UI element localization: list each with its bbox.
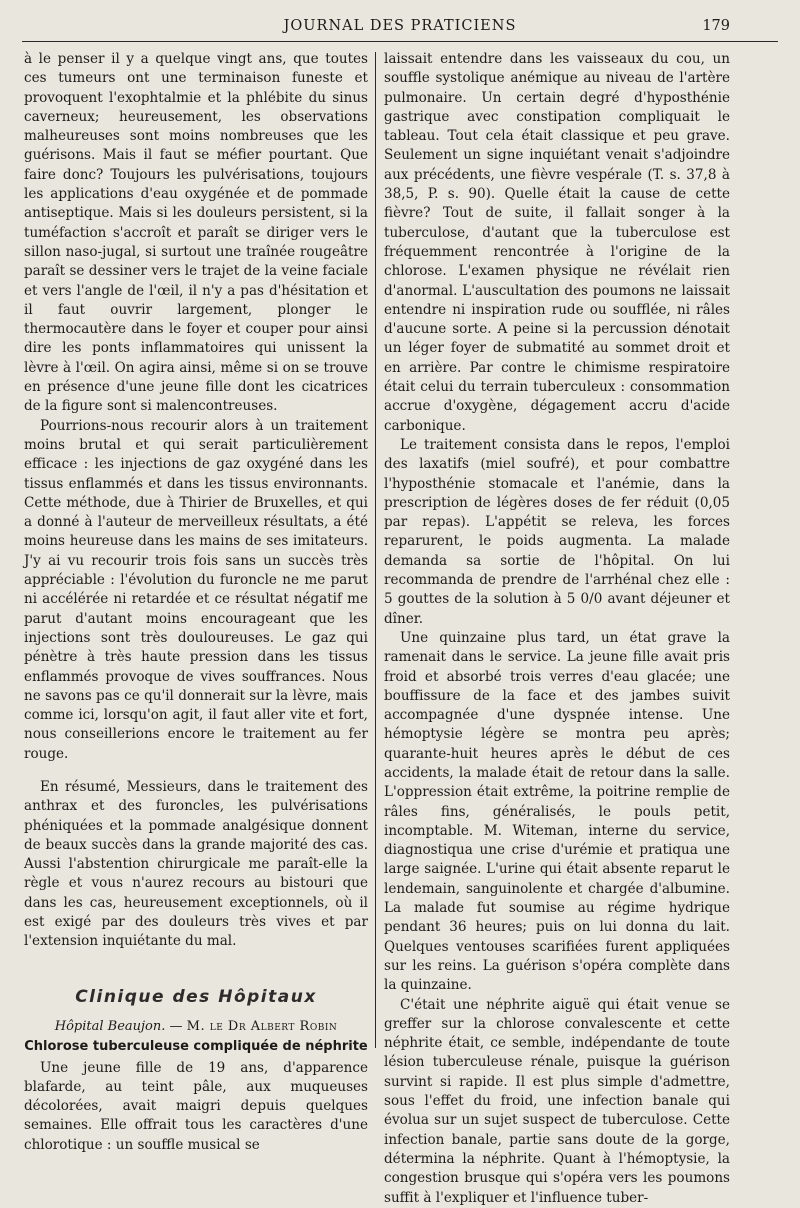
article-byline — [24, 1017, 368, 1036]
byline-dash: — — [169, 1018, 183, 1034]
author-name: M. le Dr Albert Robin — [186, 1018, 338, 1034]
paragraph: Le traitement consista dans le repos, l'emploi des laxatifs (miel soufré), et pour combattre l'hyposthénie stomacale et l'anémie, dans la prescription de légères doses de fer réduit (0,05 par repas). L'appétit se releva, les forces reparurent, le poids augmenta. La malade demanda sa sortie de l'hôpital. On lui recommanda de prendre de l'arrhénal chez elle : 5 gouttes de la solution à 5 0/0 avant déjeuner et dîner. — [384, 436, 730, 627]
section-title: Clinique des Hôpitaux — [75, 986, 317, 1007]
paragraph: Une quinzaine plus tard, un état grave la ramenait dans le service. La jeune fille avait pris froid et absorbé trois verres d'eau glacée; une bouffissure de la face et des jambes suivit accompagnée d'une dyspnée intense. Une hémoptysie légère se montra peu après; quarante-huit heures après le début de ces accidents, la malade était de retour dans la salle. L'oppression était extrême, la poitrine remplie de râles fins, généralisés, le pouls petit, incomptable. M. Witeman, interne du service, diagnostiqua une crise d'urémie et pratiqua une large saignée. L'urine qui était absente reparut le lendemain, sanguinolente et chargée d'albumine. La malade fut soumise au régime hydrique pendant 36 heures; puis on lui donna du lait. Quelques ventouses scarifiées furent appliquées sur les reins. La guérison s'opéra complète dans la quinzaine. — [384, 629, 730, 994]
paragraph: Pourrions-nous recourir alors à un traitement moins brutal et qui serait particulièrement efficace : les injections de gaz oxygéné dans les tissus enflammés et dans les tissus environnants. Cette méthode, due à Thirier de Bruxelles, et qui a donné à l'auteur de merveilleux résultats, a été moins heureuse dans les mains de ses imitateurs. J'y ai vu recourir trois fois sans un succès très appréciable : l'évolution du furoncle ne me parut ni accélérée ni retardée et ce résultat négatif me parut d'autant moins encourageant que les injections sont très douloureuses. Le gaz qui pénètre à très haute pression dans les tissus enflammés provoque de vives souffrances. Nous ne savons pas ce qu'il donnerait sur la lèvre, mais comme ici, lorsqu'on agit, il faut aller vite et fort, nous conseillerions encore le traitement au fer rouge. — [24, 417, 368, 762]
left-column — [24, 50, 368, 1153]
paragraph: laissait entendre dans les vaisseaux du cou, un souffle systolique anémique au niveau de l'artère pulmonaire. Un certain degré d'hyposthénie gastrique avec constipation compliquait le tableau. Tout cela était classique et peu grave. Seulement un signe inquiétant venait s'adjoindre aux précédents, une fièvre vespérale (T. s. 37,8 à 38,5, P. s. 90). Quelle était la cause de cette fièvre? Tout de suite, il fallait songer à la tuberculose, d'autant que la tuberculose est fréquemment rencontrée à l'origine de la chlorose. L'examen physique ne révélait rien d'anormal. L'auscultation des poumons ne laissait entendre ni inspiration rude ou soufflée, ni râles d'aucune sorte. A peine si la percussion dénotait un léger foyer de submatité au sommet droit et en arrière. Par contre le chimisme respiratoire était celui du terrain tuberculeux : consommation accrue d'oxygène, dégagement accru d'acide carbonique. — [384, 51, 730, 434]
paragraph: à le penser il y a quelque vingt ans, que toutes ces tumeurs ont une terminaison funeste et provoquent l'exophtalmie et la phlébite du sinus caverneux; heureusement, les observations malheureuses sont moins nombreuses que les guérisons. Mais il faut se méfier pourtant. Que faire donc? Toujours les pulvérisations, toujours les applications d'eau oxygénée et de pommade antiseptique. Mais si les douleurs persistent, si la tuméfaction s'accroît et paraît se diriger vers le sillon naso-jugal, si surtout une traînée rougeâtre paraît se dessiner vers le trajet de la veine faciale et vers l'angle de l'œil, il n'y a pas d'hésitation et il faut ouvrir largement, plonger le thermocautère dans le foyer et couper pour ainsi dire les ponts inflammatoires qui unissent la lèvre à l'œil. On agira ainsi, même si on se trouve en présence d'une jeune fille dont les cicatrices de la figure sont si malencontreuses. — [24, 51, 368, 415]
paragraph: Une jeune fille de 19 ans, d'apparence blafarde, au teint pâle, aux muqueuses décolorées, avait maigri depuis quelques semaines. Elle offrait tous les caractères d'une chlorotique : un souffle musical se — [24, 1059, 368, 1153]
page-number: 179 — [702, 18, 730, 34]
paragraph: En résumé, Messieurs, dans le traitement des anthrax et des furoncles, les pulvérisations phéniquées et la pommade analgésique donnent de beaux succès dans la grande majorité des cas. Aussi l'abstention chirurgicale me paraît-elle la règle et vous n'aurez recours au bistouri que dans les cas, heureusement exceptionnels, où il est exigé par des douleurs très vives et par l'extension inquiétante du mal. — [24, 778, 368, 950]
right-column — [384, 50, 730, 1206]
header-rule — [22, 41, 778, 42]
page-header — [22, 14, 778, 40]
article-subtitle: Chlorose tuberculeuse compliquée de néphrite — [24, 1039, 368, 1055]
hospital-name: Hôpital Beaujon. — [54, 1018, 166, 1034]
journal-title: JOURNAL DES PRATICIENS — [283, 18, 517, 34]
paragraph: C'était une néphrite aiguë qui était venue se greffer sur la chlorose convalescente et cette néphrite était, ce semble, indépendante de toute lésion tuberculeuse rénale, puisque la guérison survint si rapide. Il est plus simple d'admettre, sous l'effet du froid, une infection banale qui évolua sur un sujet suspect de tuberculose. Cette infection banale, partie sans doute de la gorge, détermina la néphrite. Quant à l'hémoptysie, la congestion brusque qui s'opéra vers les poumons suffit à l'expliquer et l'influence tuber- — [384, 996, 730, 1206]
column-divider — [375, 52, 376, 1048]
